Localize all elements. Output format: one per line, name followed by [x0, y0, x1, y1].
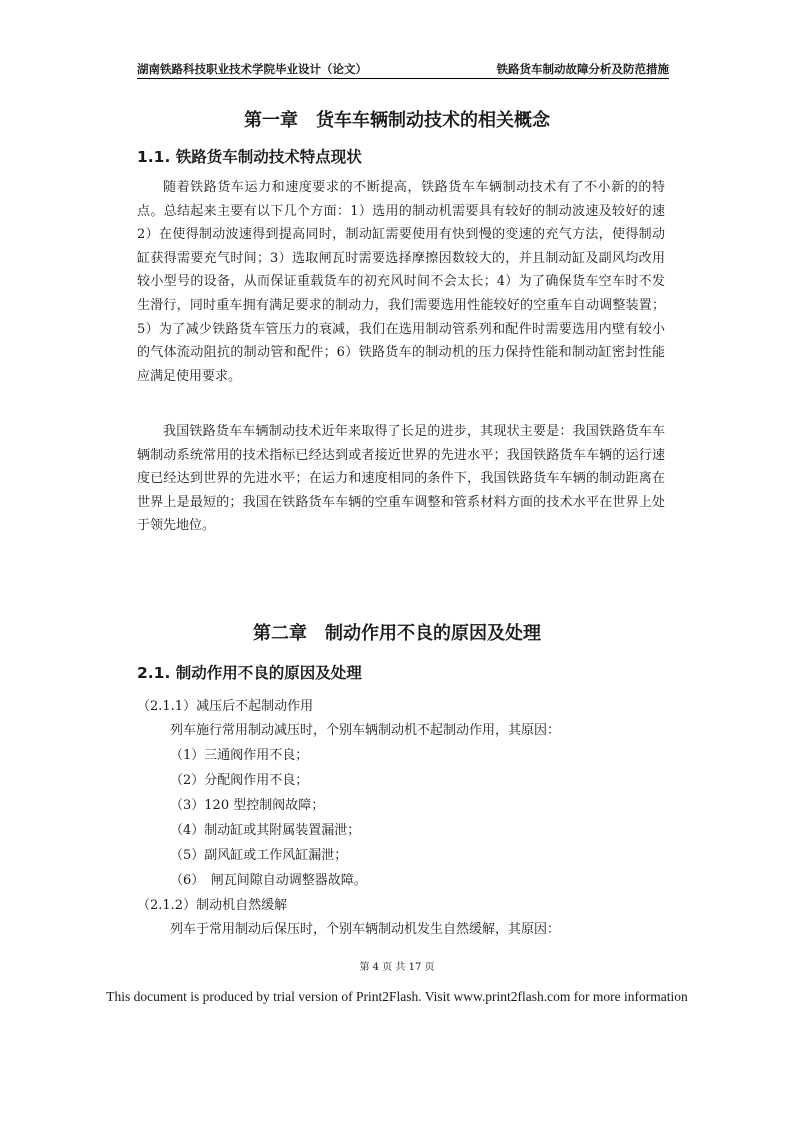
trial-watermark: This document is produced by trial version of Print2Flash. Visit www.print2flash.com for more information: [106, 989, 688, 1004]
section-1-1-title: 1.1. 铁路货车制动技术特点现状: [137, 148, 362, 166]
subsection-2-1-1-title: （2.1.1）减压后不起制动作用: [137, 699, 314, 714]
chapter-2-title: 第二章 制动作用不良的原因及处理: [253, 623, 541, 644]
section-2-1-title: 2.1. 制动作用不良的原因及处理: [137, 664, 362, 682]
chapter-1-paragraph-1: 随着铁路货车运力和速度要求的不断提高，铁路货车车辆制动技术有了不小新的的特点。总结起来主要有以下几个方面：1）选用的制动机需要具有较好的制动波速及较好的速 2）在使得制动波速得到提高同时，制动缸需要使用有快到慢的变速的充气方法，使得制动缸获得需要充气时间；3）选取闸瓦时需要选择摩擦因数较大的，并且制动缸及副风均改用较小型号的设备，从而保证重载货车的初充风时间不会太长；4）为了确保货车空车时不发生滑行，同时重车拥有满足要求的制动力，我们需要选用性能较好的空重车自动调整装置；5）为了减少铁路货车管压力的衰减，我们在选用制动管系列和配件时需要选用内壁有较小的气体流动阻抗的制动管和配件；6）铁路货车的制动机的压力保持性能和制动缸密封性能应满足使用要求。: [137, 180, 665, 384]
subsection-2-1-1-intro: 列车施行常用制动减压时，个别车辆制动机不起制动作用，其原因：: [170, 723, 561, 738]
list-item: （5）副风缸或工作风缸漏泄；: [170, 848, 348, 863]
header-school-title: 湖南铁路科技职业技术学院毕业设计（论文）: [137, 62, 367, 76]
page-number: 第 4 页 共 17 页: [359, 962, 435, 973]
chapter-1-paragraph-2: 我国铁路货车车辆制动技术近年来取得了长足的进步，其现状主要是：我国铁路货车车辆制动系统常用的技术指标已经达到或者接近世界的先进水平；我国铁路货车车辆的运行速度已经达到世界的先进水平；在运力和速度相同的条件下，我国铁路货车车辆的制动距离在世界上是最短的；我国在铁路货车车辆的空重车调整和管系材料方面的技术水平在世界上处于领先地位。: [137, 424, 665, 534]
list-item: （1）三通阀作用不良；: [170, 748, 309, 763]
list-item: （3）120 型控制阀故障；: [170, 798, 325, 813]
page-header: [137, 60, 669, 79]
list-item: （6） 闸瓦间隙自动调整器故障。: [170, 873, 367, 888]
subsection-2-1-2-title: （2.1.2）制动机自然缓解: [137, 898, 288, 913]
chapter-1-title: 第一章 货车车辆制动技术的相关概念: [244, 110, 550, 131]
subsection-2-1-2-intro: 列车于常用制动后保压时，个别车辆制动机发生自然缓解，其原因：: [170, 922, 561, 937]
list-item: （2）分配阀作用不良；: [170, 773, 309, 788]
header-thesis-title: 铁路货车制动故障分析及防范措施: [496, 62, 669, 76]
list-item: （4）制动缸或其附属装置漏泄；: [170, 823, 361, 838]
